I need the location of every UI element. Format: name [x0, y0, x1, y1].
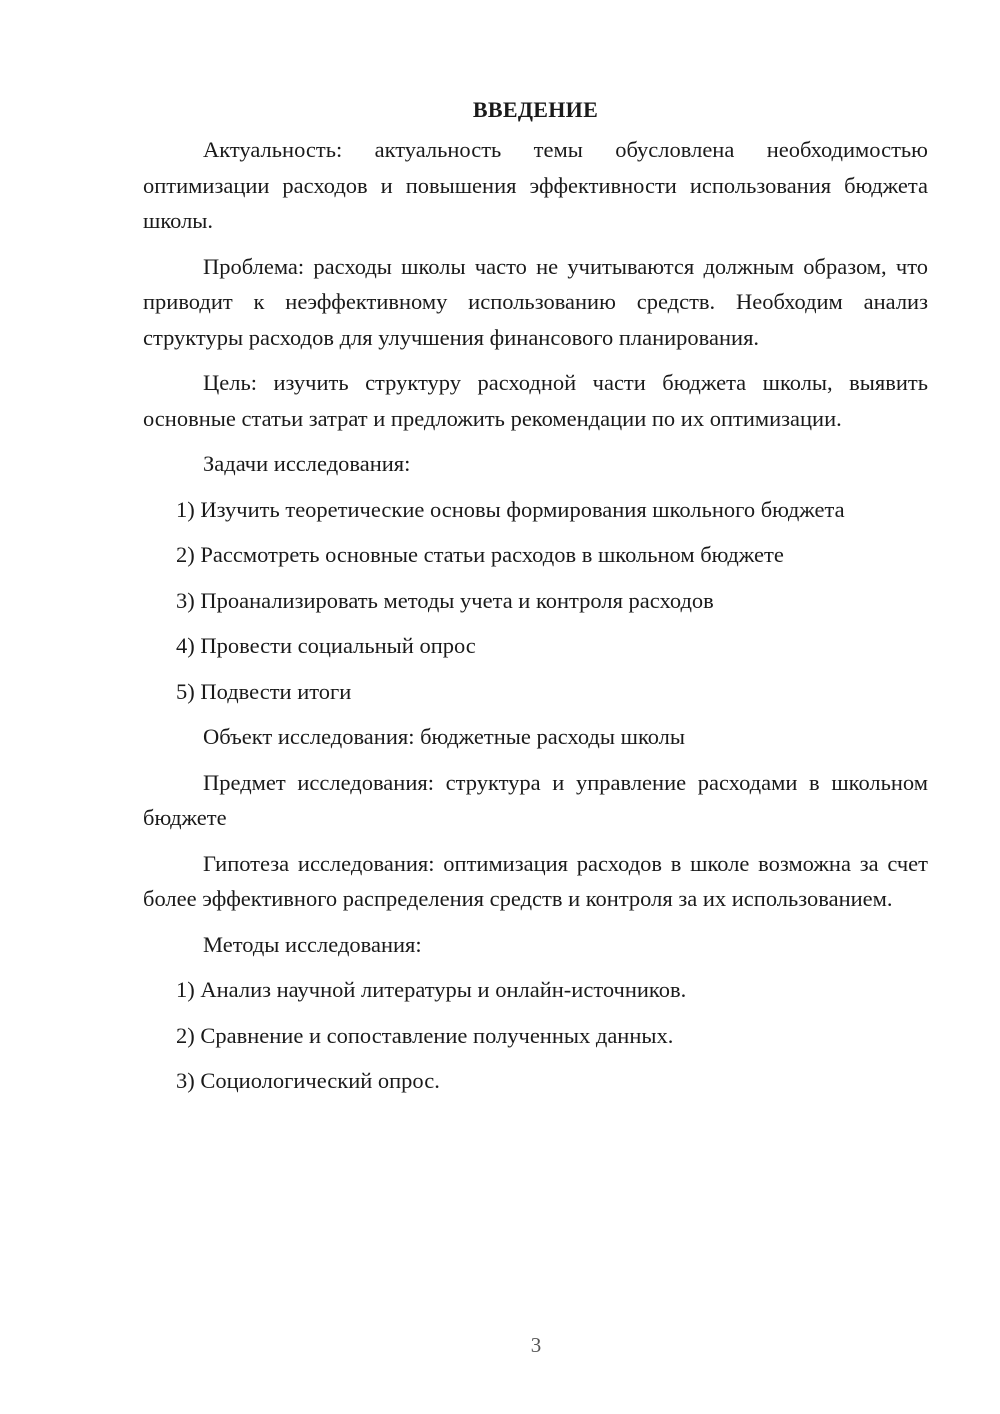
method-item: 2) Сравнение и сопоставление полученных данных. — [176, 1022, 674, 1048]
task-item: 2) Рассмотреть основные статьи расходов в школьном бюджете — [176, 542, 784, 567]
goal-paragraph: Цель: изучить структуру расходной части бюджета школы, выявить основные статьи затрат и предложить рекомендации по их оптимизации. — [143, 370, 928, 431]
subject-paragraph: Предмет исследования: структура и управление расходами в школьном бюджете — [143, 769, 928, 830]
hypothesis-paragraph: Гипотеза исследования: оптимизация расходов в школе возможна за счет более эффективного распределения средств и контроля за их использованием. — [143, 850, 928, 911]
task-item: 4) Провести социальный опрос — [176, 633, 476, 658]
task-item: 1) Изучить теоретические основы формирования школьного бюджета — [176, 496, 845, 522]
task-item: 5) Подвести итоги — [176, 678, 352, 704]
page-number: 3 — [530, 1333, 542, 1357]
problem-paragraph: Проблема: расходы школы часто не учитываются должным образом, что приводит к неэффективному использованию средств. Необходим анализ структуры расходов для улучшения финансового планирования. — [143, 253, 928, 350]
methods-heading: Методы исследования: — [203, 931, 422, 957]
method-item: 1) Анализ научной литературы и онлайн-источников. — [176, 977, 687, 1002]
tasks-heading: Задачи исследования: — [203, 451, 411, 476]
object-paragraph: Объект исследования: бюджетные расходы школы — [203, 724, 686, 749]
section-title: ВВЕДЕНИЕ — [472, 97, 599, 122]
document-page — [143, 92, 928, 1109]
method-item: 3) Социологический опрос. — [176, 1068, 440, 1093]
task-item: 3) Проанализировать методы учета и контроля расходов — [176, 587, 714, 613]
relevance-paragraph: Актуальность: актуальность темы обусловлена необходимостью оптимизации расходов и повышения эффективности использования бюджета школы. — [143, 137, 928, 233]
